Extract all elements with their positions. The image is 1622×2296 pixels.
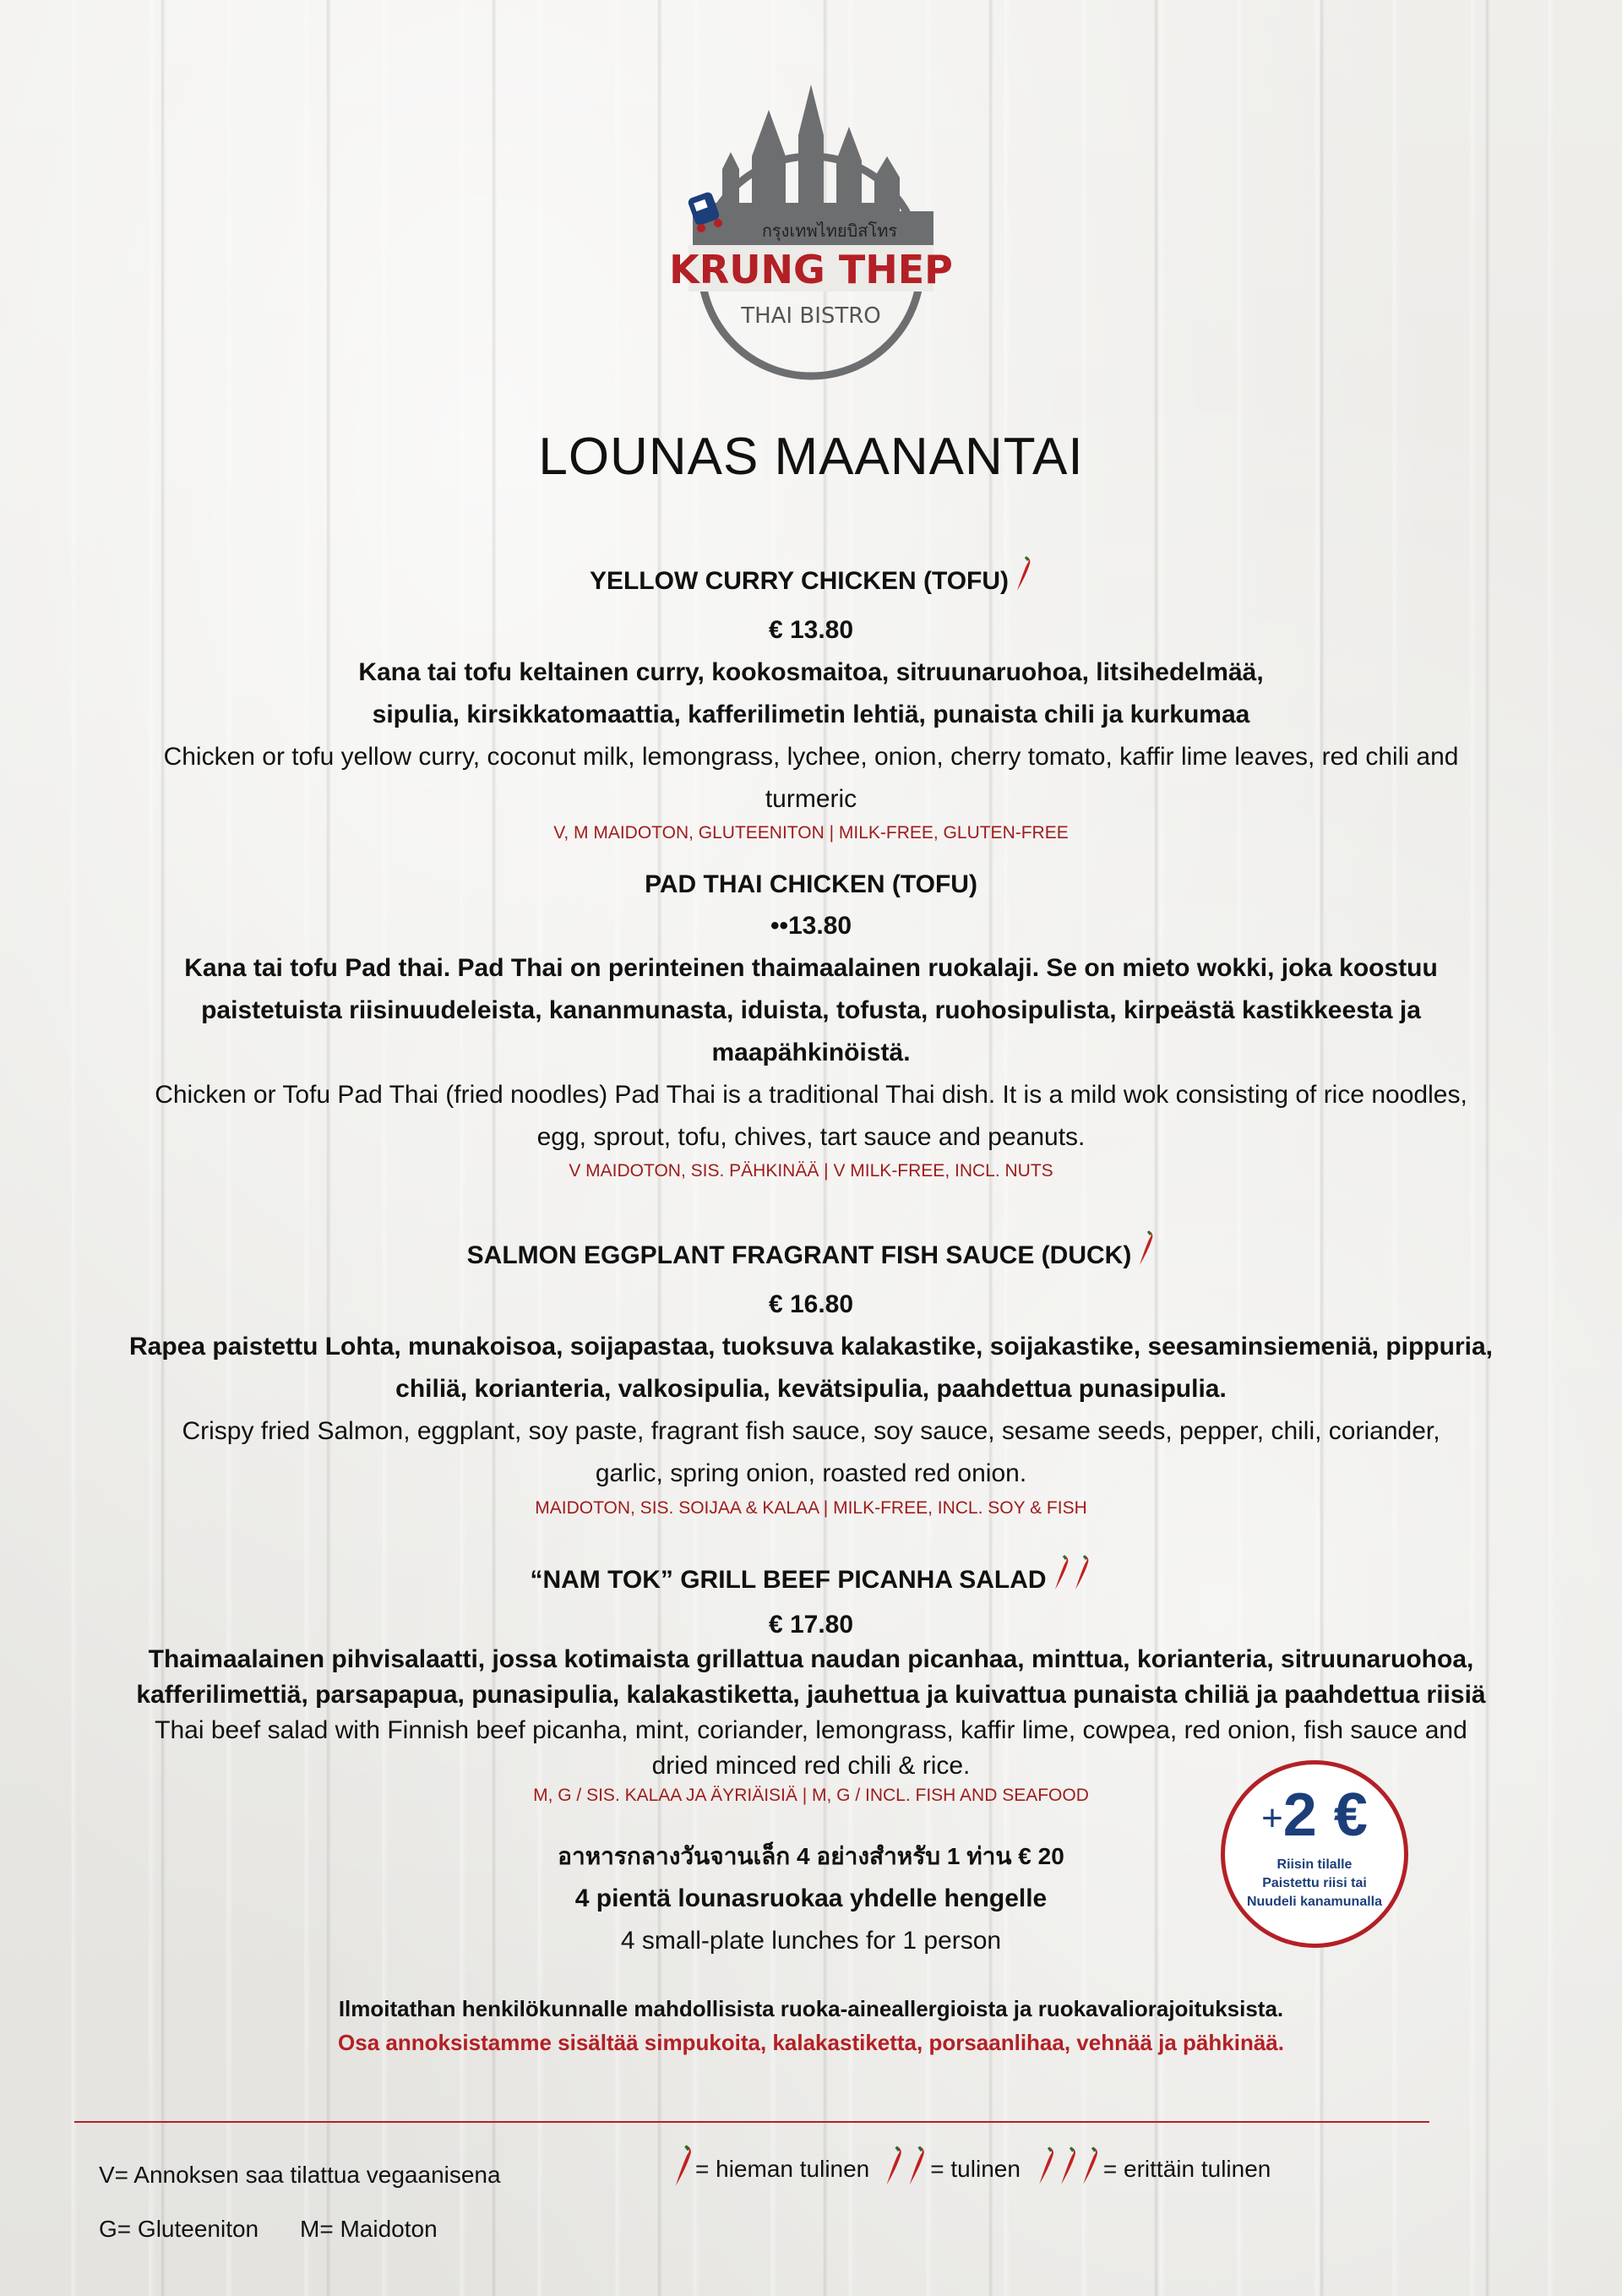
- description-line: Kana tai tofu keltainen curry, kookosmaitoa, sitruunaruohoa, litsihedelmää,: [358, 658, 1264, 686]
- offer-thai: อาหารกลางวันจานเล็ก 4 อย่างสำหรับ 1 ท่าน € 20: [558, 1843, 1064, 1869]
- chili-icon: [1014, 555, 1032, 609]
- dish-description-fi: [84, 1642, 1538, 1713]
- description-line: paistetuista riisinuudeleista, kananmunasta, iduista, tofusta, ruohosipulista, kirpeästä kastikkeesta ja: [201, 996, 1421, 1024]
- legend-spice: [672, 2142, 1271, 2195]
- tuk-tuk-icon: [687, 191, 722, 232]
- diet-tags: MAIDOTON, SIS. SOIJAA & KALAA | MILK-FREE, INCL. SOY & FISH: [535, 1498, 1087, 1518]
- description-line: Kana tai tofu Pad thai. Pad Thai on perinteinen thaimaalainen ruokalaji. Se on mieto wokki, joka koostuu: [184, 954, 1438, 982]
- menu-item: [84, 1230, 1538, 1522]
- dish-description-fi: [84, 1326, 1538, 1410]
- dish-name: SALMON EGGPLANT FRAGRANT FISH SAUCE (DUCK): [466, 1241, 1132, 1269]
- chili-icon: [1052, 1554, 1092, 1608]
- offer-en: 4 small-plate lunches for 1 person: [620, 1927, 1002, 1955]
- legend-mild-label: = hieman tulinen: [695, 2155, 870, 2182]
- legend-vegan: V= Annoksen saa tilattua vegaanisena: [99, 2162, 501, 2188]
- chili-icon: [1136, 1230, 1155, 1284]
- description-line: Thai beef salad with Finnish beef picanha, mint, coriander, lemongrass, kaffir lime, cowpea, red onion, fish sauce and: [155, 1716, 1467, 1744]
- dish-name: YELLOW CURRY CHICKEN (TOFU): [589, 567, 1010, 595]
- description-line: Chicken or Tofu Pad Thai (fried noodles) Pad Thai is a traditional Thai dish. It is a mild wok consisting of rice noodles,: [155, 1081, 1467, 1109]
- rice-upgrade-badge: [1221, 1760, 1408, 1948]
- dish-name: PAD THAI CHICKEN (TOFU): [645, 870, 977, 898]
- footer-divider: [74, 2121, 1429, 2123]
- description-line: Thaimaalainen pihvisalaatti, jossa kotimaista grillattua naudan picanhaa, minttua, korianteria, sitruunaruohoa,: [148, 1645, 1474, 1673]
- description-line: sipulia, kirsikkatomaattia, kafferilimetin lehtiä, punaista chili ja kurkumaa: [372, 701, 1250, 728]
- notice-line: Ilmoitathan henkilökunnalle mahdollisista ruoka-aineallergioista ja ruokavaliorajoituksista.: [338, 1996, 1284, 2021]
- restaurant-logo: [642, 76, 980, 414]
- menu-item: [84, 864, 1538, 1184]
- dish-description-fi: [84, 947, 1538, 1074]
- logo-emblem: [642, 76, 980, 414]
- page-title: LOUNAS MAANANTAI: [538, 428, 1084, 486]
- description-line: turmeric: [765, 785, 857, 813]
- double-chili-icon: [883, 2142, 928, 2195]
- dish-price: € 16.80: [768, 1290, 854, 1318]
- dish-description-en: [84, 1410, 1538, 1495]
- description-line: garlic, spring onion, roasted red onion.: [595, 1459, 1027, 1487]
- description-line: chiliä, korianteria, valkosipulia, kevätsipulia, paahdettua punasipulia.: [395, 1375, 1227, 1403]
- legend-very-hot-label: = erittäin tulinen: [1102, 2155, 1271, 2182]
- legend-milk: M= Maidoton: [300, 2216, 438, 2242]
- dish-name: “NAM TOK” GRILL BEEF PICANHA SALAD: [530, 1566, 1047, 1594]
- description-line: maapähkinöistä.: [711, 1039, 911, 1066]
- dish-price: ••13.80: [770, 912, 852, 940]
- description-line: kafferilimettiä, parsapapua, punasipulia, kalakastiketta, jauhettua ja kuivattua punaista chiliä ja paahdettua riisiä: [136, 1681, 1486, 1709]
- description-line: Crispy fried Salmon, eggplant, soy paste, fragrant fish sauce, soy sauce, sesame seeds, pepper, chili, coriander,: [182, 1417, 1440, 1445]
- menu-item: [84, 555, 1538, 846]
- notice-warning: Osa annoksistamme sisältää simpukoita, kalakastiketta, porsaanlihaa, vehnää ja pähkinää.: [338, 2030, 1284, 2055]
- dish-price: € 17.80: [768, 1611, 854, 1639]
- dish-description-en: [84, 1074, 1538, 1159]
- badge-plus: +: [1261, 1797, 1283, 1839]
- description-line: dried minced red chili & rice.: [651, 1752, 971, 1780]
- badge-text: [1225, 1856, 1404, 1912]
- badge-line: Nuudeli kanamunalla: [1246, 1895, 1383, 1909]
- logo-thai-name: กรุงเทพไทยบิสโทร: [761, 221, 898, 241]
- dish-description-fi: [84, 652, 1538, 736]
- description-line: Chicken or tofu yellow curry, coconut milk, lemongrass, lychee, onion, cherry tomato, kaffir lime leaves, red chili and: [163, 743, 1459, 771]
- legend-hot-label: = tulinen: [930, 2155, 1021, 2182]
- legend-gluten: G= Gluteeniton: [99, 2216, 259, 2242]
- badge-amount: 2 €: [1282, 1781, 1368, 1849]
- allergy-notice: [84, 1992, 1538, 2059]
- description-line: egg, sprout, tofu, chives, tart sauce and peanuts.: [536, 1123, 1086, 1151]
- offer-fi: 4 pientä lounasruokaa yhdelle hengelle: [574, 1884, 1048, 1912]
- diet-tags: V MAIDOTON, SIS. PÄHKINÄÄ | V MILK-FREE, INCL. NUTS: [569, 1161, 1053, 1181]
- triple-chili-icon: [1036, 2142, 1102, 2195]
- badge-line: Riisin tilalle: [1276, 1857, 1353, 1872]
- diet-tags: V, M MAIDOTON, GLUTEENITON | MILK-FREE, GLUTEN-FREE: [553, 823, 1069, 843]
- dish-price: € 13.80: [768, 616, 854, 644]
- logo-brand-name: KRUNG THEP: [669, 247, 953, 292]
- badge-line: Paistettu riisi tai: [1262, 1876, 1367, 1890]
- chili-icon: [672, 2142, 694, 2195]
- description-line: Rapea paistettu Lohta, munakoisoa, soijapastaa, tuoksuva kalakastike, soijakastike, seesaminsiemeniä, pippuria,: [129, 1333, 1493, 1361]
- diet-tags: M, G / SIS. KALAA JA ÄYRIÄISIÄ | M, G / INCL. FISH AND SEAFOOD: [533, 1786, 1089, 1805]
- logo-subtitle: THAI BISTRO: [741, 303, 881, 329]
- dish-description-en: [84, 736, 1538, 821]
